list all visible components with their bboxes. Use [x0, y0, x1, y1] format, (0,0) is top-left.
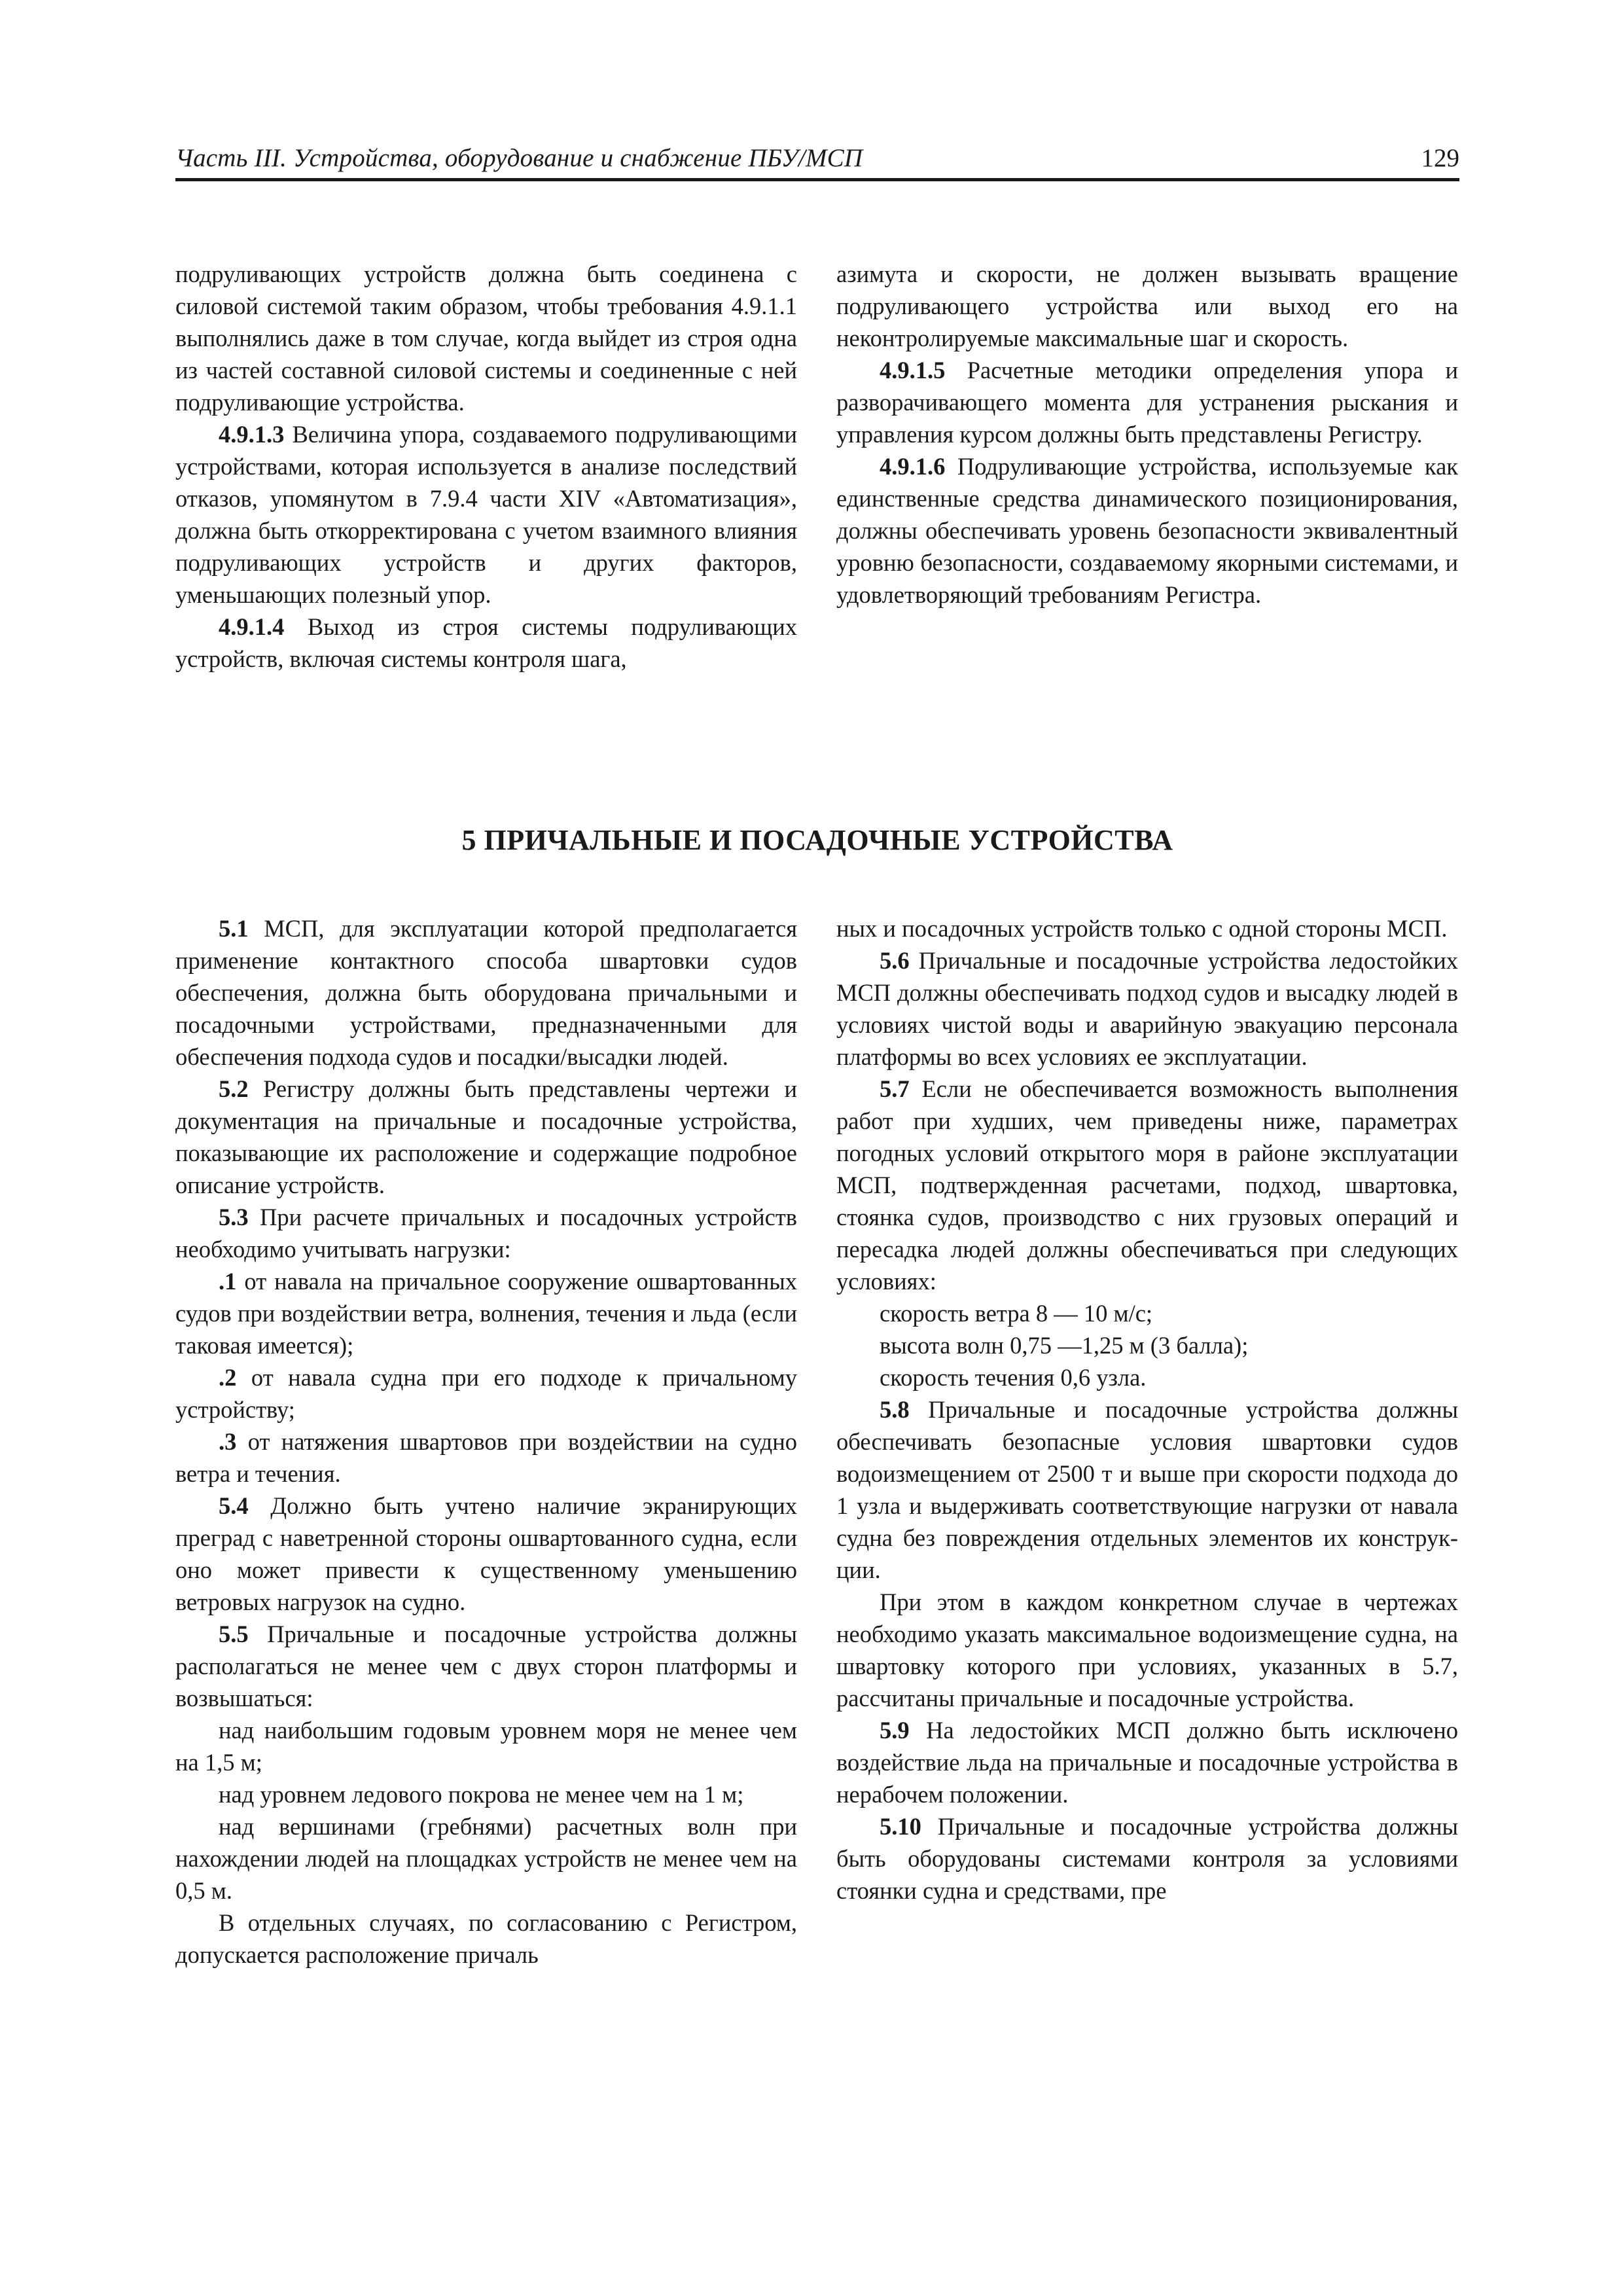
- paragraph: [175, 1907, 797, 1971]
- paragraph-text: ных и посадочных устройств только с одной стороны МСП.: [836, 915, 1448, 942]
- paragraph: [836, 450, 1458, 611]
- paragraph-text: от навала на причальное сооружение ошвартованных судов при воздействии ветра, волнения, течения и льда (если таковая имеется);: [175, 1268, 797, 1359]
- paragraph: [836, 944, 1458, 1073]
- paragraph-text: МСП, для эксплуатации которой предполагается применение контактного способа швартовки судов обеспечения, должна быть оборудована причальными и посадочными устройствами, предназначенными для обеспечения подхода судов и посадки/высадки людей.: [175, 915, 798, 1070]
- paragraph-text: В отдельных случаях, по согласованию с Регистром, допускается расположение причаль: [175, 1909, 797, 1968]
- paragraph-text: азимута и скорости, не должен вызывать вращение подруливающего устройства или выход его на неконтролируемые максимальные шаг и скорость.: [836, 260, 1458, 351]
- section-title: 5 ПРИЧАЛЬНЫЕ И ПОСАДОЧНЫЕ УСТРОЙСТВА: [461, 824, 1173, 856]
- clause-number: 5.2: [219, 1075, 249, 1102]
- clause-number: 5.3: [219, 1204, 249, 1230]
- clause-number: 4.9.1.3: [219, 421, 285, 448]
- paragraph: [175, 1810, 797, 1907]
- paragraph: [175, 1265, 797, 1361]
- clause-number: 5.10: [880, 1813, 921, 1840]
- clause-number: .3: [219, 1428, 237, 1455]
- paragraph: [836, 1393, 1458, 1586]
- paragraph-text: над уровнем ледового покрова не менее чем на 1 м;: [219, 1781, 744, 1808]
- clause-number: 5.8: [880, 1396, 910, 1423]
- clause-number: 5.4: [219, 1492, 249, 1519]
- clause-number: 5.6: [880, 947, 910, 974]
- paragraph-text: от навала судна при его подходе к причальному устройству;: [175, 1364, 797, 1423]
- clause-number: .2: [219, 1364, 237, 1391]
- paragraph: [175, 1778, 797, 1810]
- paragraph: [175, 1618, 797, 1714]
- paragraph: [836, 912, 1458, 944]
- paragraph: [836, 1714, 1458, 1810]
- paragraph-text: Выход из строя системы подруливающих устройств, включая системы контроля шага,: [175, 613, 798, 672]
- clause-number: 5.5: [219, 1621, 249, 1647]
- paragraph-text: При этом в каждом конкретном случае в чертежах необходимо указать максимальное водоизмещение судна, на швартовку которого при условиях, указанных в 5.7, рассчитаны причальные и посадочные устройства.: [836, 1588, 1458, 1712]
- paragraph-text: Причальные и посадочные устройства должны обеспечивать безопасные условия швартовки судов водоизмещением от 2500 т и выше при скорости подхода до 1 узла и выдерживать соответствующие нагрузки от навала судна без повреждения отдельных элементов их конструкции.: [836, 1396, 1459, 1583]
- paragraph-text: над наибольшим годовым уровнем моря не менее чем на 1,5 м;: [175, 1717, 797, 1776]
- paragraph-text: Расчетные методики определения упора и разворачивающего момента для устранения рыскания и управления курсом должны быть представлены Регистру.: [836, 357, 1459, 448]
- paragraph-text: Если не обеспечивается возможность выполнения работ при худших, чем приведены ниже, параметрах погодных условий открытого моря в районе эксплуатации МСП, подтвержденная расчетами, подход, швартовка, стоянка судов, производство с них грузовых операций и пересадка людей должны обеспечиваться при следующих условиях:: [836, 1075, 1459, 1295]
- clause-number: 4.9.1.4: [219, 613, 285, 640]
- paragraph: [175, 1490, 797, 1618]
- clause-number: 5.9: [880, 1717, 910, 1744]
- paragraph: [175, 258, 797, 418]
- paragraph: [175, 1201, 797, 1265]
- bottom-right-column: [836, 912, 1458, 1907]
- paragraph: [836, 1073, 1458, 1297]
- top-left-column: [175, 258, 797, 675]
- bottom-left-column: [175, 912, 797, 1971]
- clause-number: 5.1: [219, 915, 249, 942]
- paragraph: [836, 1297, 1458, 1329]
- paragraph: [175, 1714, 797, 1778]
- clause-number: 4.9.1.5: [880, 357, 946, 384]
- paragraph: [175, 912, 797, 1073]
- paragraph: [836, 258, 1458, 354]
- paragraph-text: высота волн 0,75 —1,25 м (3 балла);: [880, 1332, 1249, 1359]
- paragraph-text: скорость течения 0,6 узла.: [880, 1364, 1147, 1391]
- page-number: 129: [1421, 144, 1459, 172]
- paragraph-text: подруливающих устройств должна быть соединена с силовой системой таким образом, чтобы требования 4.9.1.1 выполнялись даже в том случае, когда выйдет из строя одна из частей составной силовой системы и соединенные с ней подруливающие устройства.: [175, 260, 797, 416]
- paragraph-text: Должно быть учтено наличие экранирующих преград с наветренной стороны ошвартованного судна, если оно может привести к существенному уменьшению ветровых нагрузок на судно.: [175, 1492, 797, 1615]
- paragraph: [836, 1329, 1458, 1361]
- clause-number: .1: [219, 1268, 237, 1295]
- paragraph: [836, 1361, 1458, 1393]
- paragraph-text: На ледостойких МСП должно быть исключено воздействие льда на причальные и посадочные устройства в нерабочем положении.: [836, 1717, 1459, 1808]
- paragraph-text: от натяжения швартовов при воздействии на судно ветра и течения.: [175, 1428, 798, 1487]
- paragraph: [175, 418, 797, 611]
- paragraph-text: При расчете причальных и посадочных устройств необходимо учитывать нагрузки:: [175, 1204, 798, 1263]
- clause-number: 5.7: [880, 1075, 910, 1102]
- running-header: [175, 139, 1459, 181]
- paragraph: [836, 354, 1458, 450]
- paragraph: [175, 1426, 797, 1490]
- paragraph: [175, 1073, 797, 1201]
- paragraph-text: Причальные и посадочные устройства должны располагаться не менее чем с двух сторон платформы и возвышаться:: [175, 1621, 798, 1712]
- paragraph: [836, 1810, 1458, 1907]
- paragraph-text: скорость ветра 8 — 10 м/с;: [880, 1300, 1153, 1327]
- paragraph-text: Величина упора, создаваемого подруливающими устройствами, которая используется в анализе последствий отказов, упомянутом в 7.9.4 части XIV «Автоматизация», должна быть откорректирована с учетом взаимного влияния подруливающих устройств и других факторов, уменьшающих полезный упор.: [175, 421, 798, 608]
- paragraph-text: Регистру должны быть представлены чертежи и документация на причальные и посадочные устройства, показывающие их расположение и содержащие подробное описание устройств.: [175, 1075, 797, 1198]
- paragraph-text: Причальные и посадочные устройства ледостойких МСП должны обеспечивать подход судов и высадку людей в условиях чистой воды и аварийную эвакуацию персонала платформы во всех условиях ее эксплуатации.: [836, 947, 1458, 1070]
- paragraph-text: над вершинами (гребнями) расчетных волн при нахождении людей на площадках устройств не менее чем на 0,5 м.: [175, 1813, 797, 1904]
- top-right-column: [836, 258, 1458, 611]
- paragraph: [175, 611, 797, 675]
- paragraph-text: Причальные и посадочные устройства должны быть оборудованы системами контроля за условиями стоянки судна и средствами, пре: [836, 1813, 1458, 1904]
- header-title: Часть III. Устройства, оборудование и снабжение ПБУ/МСП: [175, 144, 863, 172]
- paragraph: [836, 1586, 1458, 1714]
- clause-number: 4.9.1.6: [880, 453, 946, 480]
- paragraph: [175, 1361, 797, 1426]
- paragraph-text: Подруливающие устройства, используемые как единственные средства динамического позиционирования, должны обеспечивать уровень безопасности эквивалентный уровню безопасности, создаваемому якорными системами, и удовлетворяющий требованиям Регистра.: [836, 453, 1459, 608]
